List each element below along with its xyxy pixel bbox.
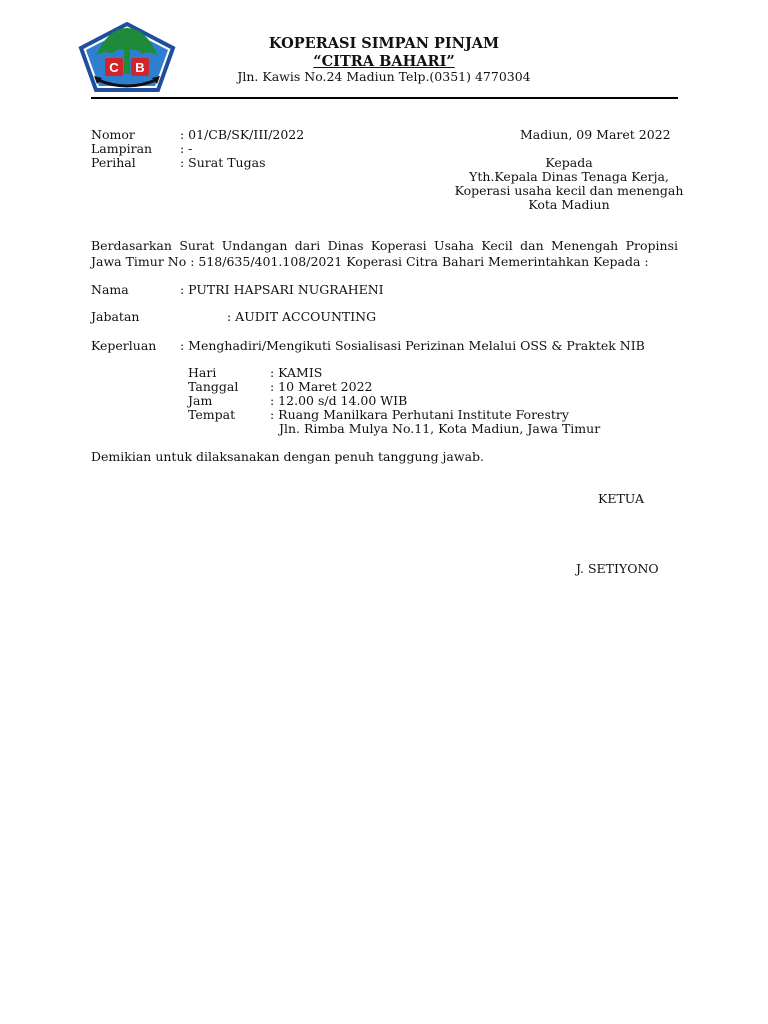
recipient-line-3: Koperasi usaha kecil dan menengah [454, 183, 684, 198]
nama-value: : PUTRI HAPSARI NUGRAHENI [180, 282, 384, 297]
letterhead-address: Jln. Kawis No.24 Madiun Telp.(0351) 4770304 [237, 69, 531, 84]
recipient-line-4: Kota Madiun [528, 197, 610, 212]
hari-value: : KAMIS [270, 365, 323, 380]
perihal-label: Perihal [91, 155, 136, 170]
tanggal-label: Tanggal [188, 379, 239, 394]
jam-label: Jam [188, 393, 213, 408]
nomor-label: Nomor [91, 127, 135, 142]
recipient-line-2: Yth.Kepala Dinas Tenaga Kerja, [469, 169, 669, 184]
tempat-label: Tempat [188, 407, 236, 422]
logo-letter-c: C [109, 60, 119, 75]
place-date: Madiun, 09 Maret 2022 [520, 127, 671, 142]
lampiran-label: Lampiran [91, 141, 153, 156]
closing-sentence: Demikian untuk dilaksanakan dengan penuh tanggung jawab. [91, 449, 484, 464]
tempat-value-line-2: Jln. Rimba Mulya No.11, Kota Madiun, Jawa Timur [279, 421, 601, 436]
jabatan-label: Jabatan [91, 309, 140, 324]
keperluan-value: : Menghadiri/Mengikuti Sosialisasi Perizinan Melalui OSS & Praktek NIB [180, 338, 645, 353]
signature-name: J. SETIYONO [576, 561, 659, 576]
letterhead-organization: KOPERASI SIMPAN PINJAM [268, 35, 500, 52]
intro-paragraph: Berdasarkan Surat Undangan dari Dinas Koperasi Usaha Kecil dan Menengah Propinsi Jawa Timur No : 518/635/401.108/2021 Koperasi Citra Bahari Memerintahkan Kepada : [91, 238, 678, 269]
tempat-value: : Ruang Manilkara Perhutani Institute Forestry [270, 407, 569, 422]
keperluan-label: Keperluan [91, 338, 157, 353]
nomor-value: : 01/CB/SK/III/2022 [180, 127, 305, 142]
perihal-value: : Surat Tugas [180, 155, 266, 170]
recipient-kepada: Kepada [545, 155, 593, 170]
letterhead-name: “CITRA BAHARI” [313, 53, 455, 70]
jam-value: : 12.00 s/d 14.00 WIB [270, 393, 408, 408]
nama-label: Nama [91, 282, 129, 297]
signature-title: KETUA [598, 491, 644, 506]
lampiran-value: : - [180, 141, 193, 156]
tanggal-value: : 10 Maret 2022 [270, 379, 373, 394]
logo-letter-b: B [135, 60, 145, 75]
letterhead-divider [91, 97, 678, 99]
jabatan-value: : AUDIT ACCOUNTING [227, 309, 377, 324]
hari-label: Hari [188, 365, 217, 380]
